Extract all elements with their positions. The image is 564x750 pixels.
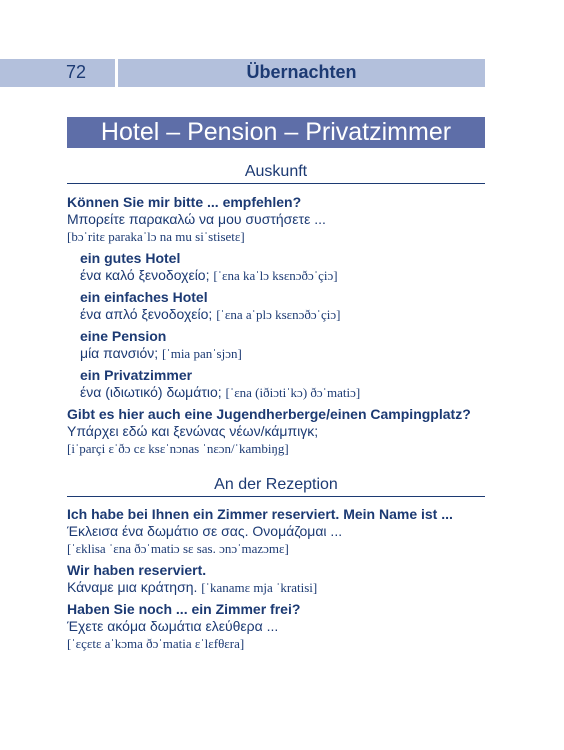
entry-de: Können Sie mir bitte ... empfehlen?	[67, 194, 302, 210]
entry-gr: Έχετε ακόμα δωμάτια ελεύθερα ...	[67, 618, 279, 634]
entry-gr: ένα απλό ξενοδοχείο; [ˈɛna aˈplɔ ksɛnɔðɔˈçiɔ]	[80, 306, 341, 322]
entry-de: ein einfaches Hotel	[80, 289, 208, 305]
entry-de: ein gutes Hotel	[80, 250, 181, 266]
entry-de: Wir haben reserviert.	[67, 562, 207, 578]
banner-title: Hotel – Pension – Privatzimmer	[100, 118, 452, 146]
page-number: 72	[66, 62, 87, 82]
entry-gr: Έκλεισα ένα δωμάτιο σε σας. Ονομάζομαι ...	[67, 523, 343, 539]
chapter-header	[118, 59, 485, 87]
title-banner	[67, 117, 485, 148]
entry-de: Ich habe bei Ihnen ein Zimmer reserviert. Mein Name ist ...	[67, 506, 453, 522]
entry-gr: Κάναμε μια κράτηση. [ˈkanamɛ mja ˈkratisi]	[67, 579, 318, 595]
entry-de: Haben Sie noch ... ein Zimmer frei?	[67, 601, 301, 617]
entry-de: Gibt es hier auch eine Jugendherberge/einen Campingplatz?	[67, 406, 471, 422]
page-number-box	[0, 59, 115, 87]
entry-gr: ένα καλό ξενοδοχείο; [ˈɛna kaˈlɔ ksɛnɔðɔˈçiɔ]	[80, 267, 338, 283]
entry-phonetic: [ˈkanamɛ mja ˈkratisi]	[201, 580, 318, 595]
entry-phonetic: [ˈɛçɛtɛ aˈkɔma ðɔˈmatia ɛˈlɛfθɛra]	[67, 636, 245, 651]
entry-phonetic: [ˈmia panˈsjɔn]	[162, 346, 242, 361]
entry-phonetic: [iˈparçi ɛˈðɔ cɛ ksɛˈnɔnas ˈnɛɔn/ˈkambiŋg]	[67, 441, 289, 456]
entry-phonetic: [ˈɛklisa ˈɛna ðɔˈmatiɔ sɛ sas. ɔnɔˈmazɔmɛ]	[67, 541, 289, 556]
entry-phonetic: [bɔˈritɛ parakaˈlɔ na mu siˈstisetɛ]	[67, 229, 245, 244]
chapter-title: Übernachten	[246, 62, 357, 82]
entry-gr: Υπάρχει εδώ και ξενώνας νέων/κάμπιγκ;	[67, 423, 319, 439]
entry-phonetic: [ˈɛna kaˈlɔ ksɛnɔðɔˈçiɔ]	[213, 268, 338, 283]
section-heading-auskunft: Auskunft	[67, 163, 485, 184]
section-heading-rezeption: An der Rezeption	[67, 476, 485, 497]
entry-gr: Μπορείτε παρακαλώ να μου συστήσετε ...	[67, 211, 326, 227]
entry-phonetic: [ˈɛna (iðiɔtiˈkɔ) ðɔˈmatiɔ]	[225, 385, 361, 400]
entry-de: ein Privatzimmer	[80, 367, 193, 383]
entry-gr: ένα (ιδιωτικό) δωμάτιο; [ˈɛna (iðiɔtiˈkɔ) ðɔˈmatiɔ]	[80, 384, 361, 400]
entry-phonetic: [ˈɛna aˈplɔ ksɛnɔðɔˈçiɔ]	[216, 307, 341, 322]
entry-de: eine Pension	[80, 328, 167, 344]
entry-gr: μία πανσιόν; [ˈmia panˈsjɔn]	[80, 345, 242, 361]
